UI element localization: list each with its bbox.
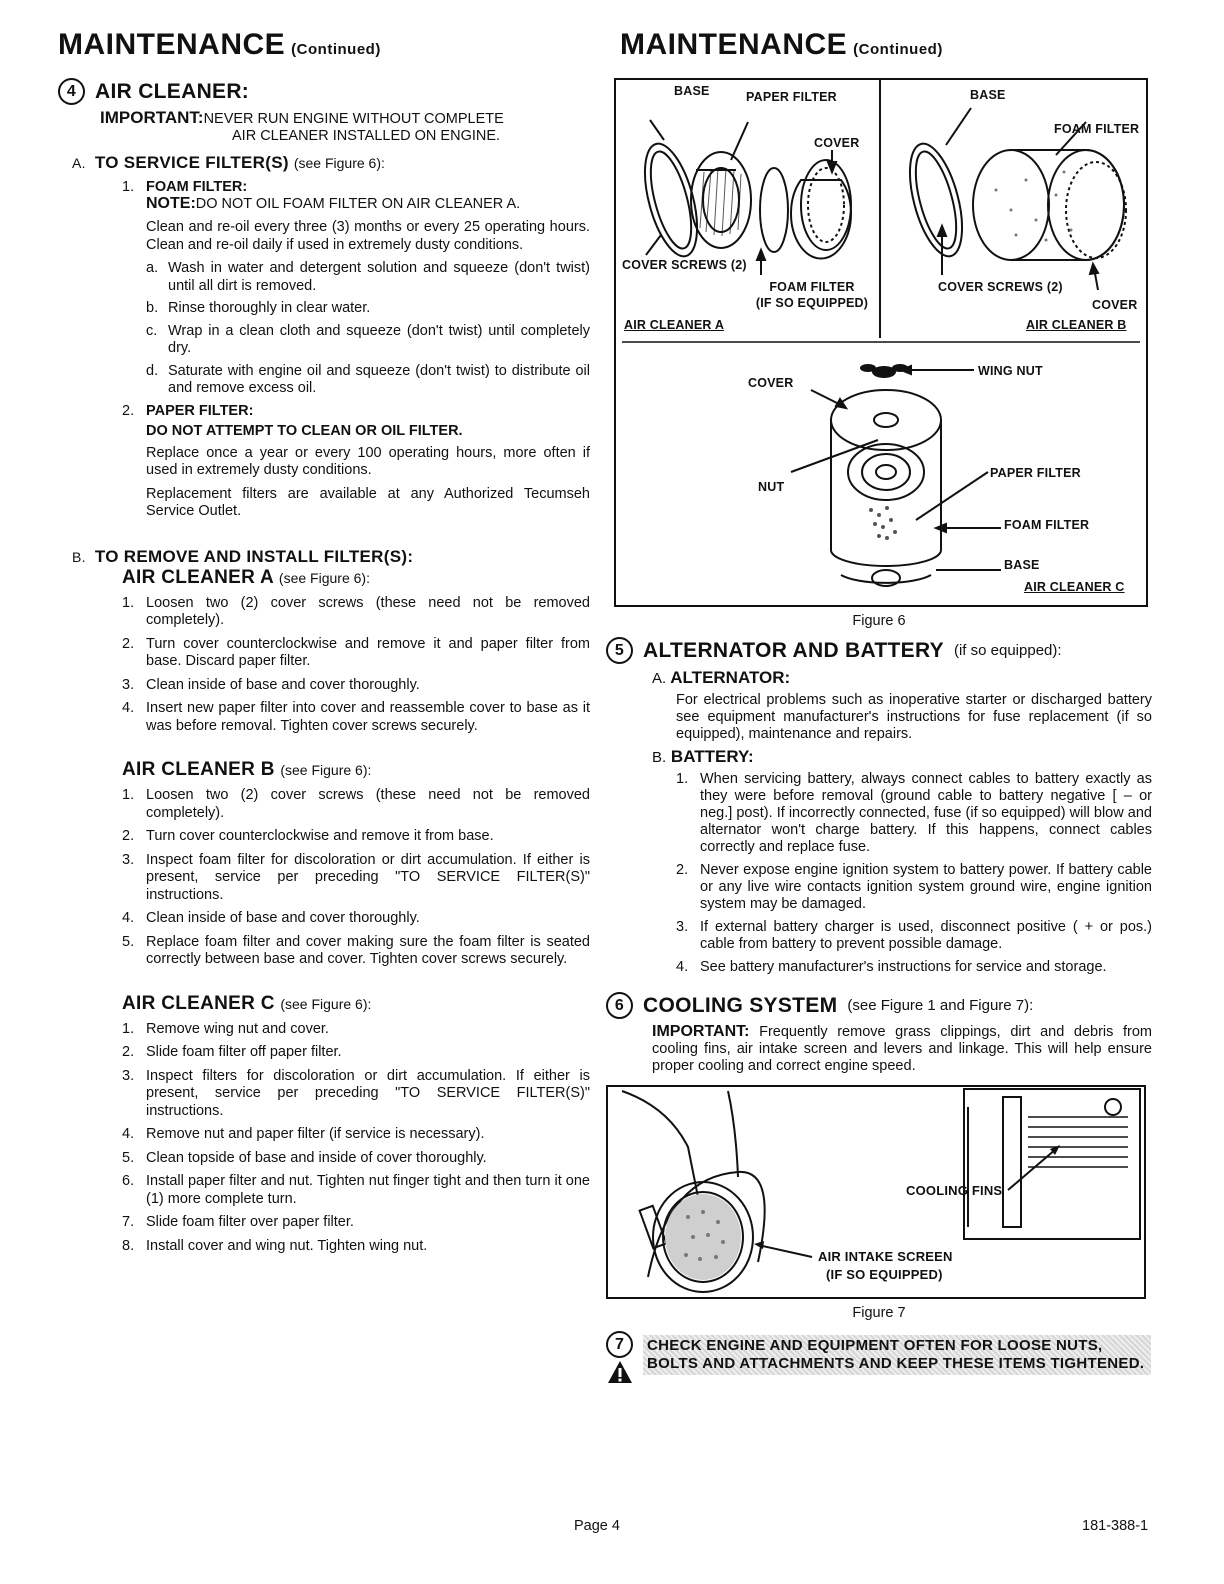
step-letter: a.	[146, 260, 159, 276]
list-item	[122, 1214, 590, 1232]
subsection-a-heading	[652, 668, 1152, 688]
list-item	[122, 852, 590, 905]
list-item	[146, 300, 590, 318]
paper-filter-paragraph: Replacement filters are available at any Authorized Tecumseh Service Outlet.	[146, 485, 590, 519]
figure-reference: (see Figure 6):	[280, 995, 372, 1012]
label-if-so-equipped: (IF SO EQUIPPED)	[755, 296, 869, 310]
subsection-letter: B.	[72, 548, 86, 565]
step-letter: d.	[146, 362, 159, 379]
label-base: BASE	[674, 84, 710, 98]
step-number: 3.	[122, 676, 135, 693]
step-text: Slide foam filter off paper filter.	[146, 1044, 342, 1060]
label-air-intake-screen: AIR INTAKE SCREEN	[818, 1249, 953, 1264]
list-item	[676, 959, 1152, 976]
step-number: 4.	[122, 700, 135, 716]
list-item	[122, 1150, 590, 1168]
list-item	[122, 1126, 590, 1144]
list-item	[146, 260, 590, 295]
step-number: 1.	[122, 1020, 135, 1037]
item-number: 1.	[122, 179, 135, 195]
list-item	[122, 787, 590, 822]
important-notice	[100, 109, 590, 145]
step-number: 1.	[122, 787, 135, 803]
air-cleaner-title: AIR CLEANER B	[122, 759, 275, 780]
air-cleaner-c-steps	[122, 1021, 590, 1256]
step-text: Turn cover counterclockwise and remove it and paper filter from base. Discard paper filter.	[146, 635, 590, 669]
right-column	[606, 78, 1152, 1384]
section-4-heading	[58, 78, 590, 105]
section-title: COOLING SYSTEM	[643, 993, 838, 1017]
subsection-title: TO SERVICE FILTER(S)	[94, 153, 289, 172]
figure-7	[606, 1085, 1146, 1299]
figure-reference: (see Figure 6):	[293, 155, 385, 171]
step-number: 4.	[676, 959, 689, 975]
step-text: Clean inside of base and cover thoroughly.	[146, 910, 420, 926]
step-text: Install cover and wing nut. Tighten wing nut.	[146, 1237, 428, 1254]
subsection-letter: A.	[652, 670, 667, 687]
step-number: 2.	[122, 828, 135, 844]
section-title: AIR CLEANER:	[95, 79, 250, 103]
step-number: 6.	[122, 1173, 135, 1189]
subsection-letter: B.	[652, 749, 667, 766]
step-text: Clean topside of base and inside of cover thoroughly.	[146, 1149, 487, 1166]
page-title-right	[620, 28, 943, 62]
step-text: Wrap in a clean cloth and squeeze (don't twist) until completely dry.	[168, 322, 590, 356]
step-number: 2.	[122, 635, 135, 652]
section-number-badge: 6	[606, 992, 633, 1019]
subsection-a-heading	[72, 153, 590, 173]
label-foam-filter: FOAM FILTER	[1004, 518, 1090, 532]
step-number: 5.	[122, 1149, 135, 1166]
step-number: 3.	[122, 1067, 135, 1084]
label-if-so-equipped: (IF SO EQUIPPED)	[826, 1267, 943, 1282]
step-letter: c.	[146, 322, 158, 339]
step-text: Remove wing nut and cover.	[146, 1020, 329, 1037]
subsection-title: TO REMOVE AND INSTALL FILTER(S):	[94, 546, 414, 566]
figure-reference: (see Figure 6):	[278, 569, 370, 586]
air-cleaner-title: AIR CLEANER C	[122, 992, 275, 1014]
paper-filter-warning: DO NOT ATTEMPT TO CLEAN OR OIL FILTER.	[146, 422, 463, 439]
subsection-title: ALTERNATOR:	[670, 668, 791, 687]
document-number: 181-388-1	[1082, 1518, 1149, 1534]
title-text: MAINTENANCE	[58, 28, 286, 61]
left-column	[58, 78, 590, 1261]
section-5-heading	[606, 637, 1152, 664]
figure-7-caption: Figure 7	[852, 1305, 906, 1321]
important-text: Frequently remove grass clippings, dirt and debris from cooling fins, air intake screen and levers and linkage. This will help ensure proper cooling and correct engine speed.	[652, 1024, 1153, 1074]
note-text: DO NOT OIL FOAM FILTER ON AIR CLEANER A.	[195, 196, 521, 212]
subsection-b-heading	[652, 747, 1152, 767]
label-base: BASE	[1004, 558, 1040, 572]
label-paper-filter: PAPER FILTER	[746, 90, 837, 104]
list-item	[122, 828, 590, 846]
section-number-badge: 5	[606, 637, 633, 664]
step-text: Rinse thoroughly in clear water.	[168, 300, 371, 316]
step-text: Never expose engine ignition system to battery power. If battery cable or any live wire contacts ignition system ground wire, engine ignition system may be damaged.	[700, 862, 1152, 912]
label-cover: COVER	[748, 376, 794, 390]
foam-filter-title: FOAM FILTER:	[146, 179, 248, 195]
note-label: NOTE:	[146, 195, 196, 212]
paper-filter-title: PAPER FILTER:	[146, 402, 254, 419]
step-number: 7.	[122, 1214, 135, 1230]
step-text: Remove nut and paper filter (if service is necessary).	[146, 1126, 485, 1142]
step-text: Loosen two (2) cover screws (these need not be removed completely).	[146, 594, 590, 628]
title-continued: (Continued)	[853, 41, 943, 58]
paper-filter-paragraph: Replace once a year or every 100 operating hours, more often if used in extremely dusty conditions.	[146, 444, 590, 478]
figure-6	[614, 78, 1148, 607]
step-text: Wash in water and detergent solution and squeeze (don't twist) until all dirt is removed.	[168, 260, 590, 294]
air-cleaner-b-steps	[122, 787, 590, 969]
step-number: 5.	[122, 933, 135, 950]
section-qualifier: (if so equipped):	[953, 642, 1062, 659]
air-cleaner-c-heading	[122, 993, 590, 1015]
step-number: 3.	[122, 851, 135, 868]
label-nut: NUT	[758, 480, 785, 494]
air-cleaner-title: AIR CLEANER A	[122, 566, 274, 588]
step-text: Inspect foam filter for discoloration or dirt accumulation. If either is present, service per preceding "TO SERVICE FILTER(S)" instructions.	[146, 851, 590, 903]
title-continued: (Continued)	[291, 41, 381, 58]
section-title: ALTERNATOR AND BATTERY	[643, 638, 944, 662]
section-number-badge: 7	[606, 1331, 633, 1358]
step-text: Replace foam filter and cover making sure the foam filter is seated correctly between base and cover. Tighten cover screws securely.	[146, 933, 590, 967]
foam-steps-list	[146, 260, 590, 398]
subsection-b-heading	[72, 547, 590, 567]
list-item	[122, 910, 590, 928]
section-6-heading	[606, 992, 1152, 1019]
step-number: 2.	[122, 1044, 135, 1060]
step-text: Insert new paper filter into cover and reassemble cover to base as it was before removal. Tighten cover screws securely.	[146, 700, 590, 734]
step-text: See battery manufacturer's instructions for service and storage.	[700, 959, 1107, 975]
list-item	[122, 1173, 590, 1208]
step-text: Saturate with engine oil and squeeze (don't twist) to distribute oil and remove excess oil.	[168, 362, 590, 396]
step-number: 1.	[122, 594, 135, 611]
step-text: Clean inside of base and cover thoroughly.	[146, 676, 420, 693]
label-cover-screws: COVER SCREWS (2)	[622, 258, 747, 272]
label-paper-filter: PAPER FILTER	[990, 466, 1081, 480]
page-number: Page 4	[574, 1518, 620, 1534]
list-item	[122, 1044, 590, 1062]
list-item	[122, 677, 590, 695]
alternator-paragraph: For electrical problems such as inoperative starter or discharged battery see equipment manufacturer's instructions for fuse replacement (if so equipped), maintenance and repairs.	[676, 692, 1152, 742]
label-base: BASE	[970, 88, 1006, 102]
figure-7-illustration	[608, 1087, 1144, 1297]
item-number: 2.	[122, 402, 135, 419]
step-text: When servicing battery, always connect cables to battery exactly as they were before removal (ground cable to battery negative [ – or neg.] post). If incorrectly connected, fuse (if so equipped) will blow and alternator won't charge battery. If this happens, connect cables correctly and replace fuse.	[700, 771, 1152, 855]
important-text: AIR CLEANER INSTALLED ON ENGINE.	[232, 128, 501, 144]
list-item	[122, 934, 590, 969]
label-cover-screws: COVER SCREWS (2)	[938, 280, 1063, 294]
foam-filter-note	[146, 195, 590, 213]
list-item	[676, 771, 1152, 856]
label-wing-nut: WING NUT	[978, 364, 1043, 378]
step-text: If external battery charger is used, disconnect positive ( + or pos.) cable from battery to prevent possible damage.	[700, 919, 1152, 952]
figure-reference: (see Figure 6):	[280, 762, 372, 778]
step-text: Install paper filter and nut. Tighten nut finger tight and then turn it one (1) more complete turn.	[146, 1173, 590, 1207]
list-item	[146, 323, 590, 358]
step-number: 2.	[676, 862, 689, 878]
label-air-cleaner-c: AIR CLEANER C	[1024, 580, 1125, 594]
cooling-important	[652, 1023, 1152, 1075]
battery-steps	[676, 771, 1152, 976]
step-number: 8.	[122, 1237, 135, 1254]
label-cover: COVER	[814, 136, 860, 150]
list-item	[676, 862, 1152, 913]
page-title-left	[58, 28, 381, 62]
figure-6-caption: Figure 6	[852, 613, 906, 629]
label-cover: COVER	[1092, 298, 1138, 312]
air-cleaner-b-heading	[122, 759, 590, 781]
step-number: 4.	[122, 910, 135, 926]
subsection-title: BATTERY:	[670, 747, 754, 766]
list-item	[122, 595, 590, 630]
list-item	[122, 1021, 590, 1039]
list-item	[122, 1238, 590, 1256]
step-text: Loosen two (2) cover screws (these need not be removed completely).	[146, 787, 590, 821]
list-item	[146, 363, 590, 398]
section-7-warning	[606, 1331, 1152, 1384]
figure-reference: (see Figure 1 and Figure 7):	[847, 997, 1034, 1014]
air-cleaner-a-heading	[122, 567, 590, 589]
list-item	[676, 919, 1152, 953]
warning-text: CHECK ENGINE AND EQUIPMENT OFTEN FOR LOOSE NUTS, BOLTS AND ATTACHMENTS AND KEEP THESE ITEMS TIGHTENED.	[643, 1335, 1151, 1375]
important-label: IMPORTANT:	[100, 108, 204, 127]
label-foam-filter: FOAM FILTER	[1054, 122, 1140, 136]
list-item	[122, 636, 590, 671]
step-text: Turn cover counterclockwise and remove it from base.	[146, 828, 494, 844]
important-label: IMPORTANT:	[652, 1023, 750, 1040]
step-number: 3.	[676, 919, 689, 935]
step-number: 1.	[676, 771, 689, 787]
important-text: NEVER RUN ENGINE WITHOUT COMPLETE	[203, 111, 504, 127]
step-number: 4.	[122, 1126, 135, 1142]
list-item	[122, 1068, 590, 1121]
section-number-badge: 4	[58, 78, 85, 105]
warning-triangle-icon	[607, 1360, 633, 1384]
label-air-cleaner-a: AIR CLEANER A	[624, 318, 725, 332]
step-text: Slide foam filter over paper filter.	[146, 1214, 354, 1230]
label-air-cleaner-b: AIR CLEANER B	[1026, 318, 1127, 332]
foam-filter-paragraph: Clean and re-oil every three (3) months or every 25 operating hours. Clean and re-oil daily if used in extremely dusty conditions.	[146, 219, 590, 253]
title-text: MAINTENANCE	[620, 28, 848, 61]
step-text: Inspect filters for discoloration or dirt accumulation. If either is present, service per preceding "TO SERVICE FILTER(S)" instructions.	[146, 1067, 590, 1119]
subsection-letter: A.	[72, 155, 86, 171]
label-foam-filter: FOAM FILTER	[769, 280, 855, 294]
step-letter: b.	[146, 300, 159, 316]
foam-filter-block	[122, 179, 590, 521]
air-cleaner-a-steps	[122, 595, 590, 736]
label-cooling-fins: COOLING FINS	[906, 1183, 1003, 1198]
list-item	[122, 700, 590, 735]
